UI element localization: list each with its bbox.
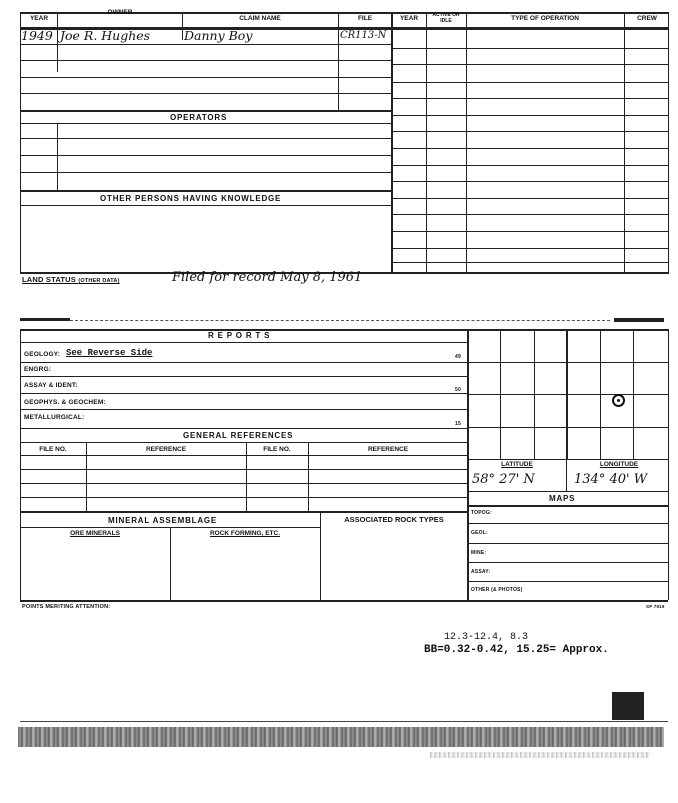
rock-forming-header: ROCK FORMING, ETC. — [209, 530, 281, 537]
latitude-label: LATITUDE — [501, 461, 533, 468]
longitude-label: LONGITUDE — [599, 461, 639, 468]
ref-col-file-no-2: FILE NO. — [263, 446, 291, 453]
header-file: FILE — [357, 15, 373, 22]
annotation-top: 12.3-12.4, 8.3 — [444, 632, 529, 643]
reports-title: R E P O R T S — [208, 331, 271, 340]
ore-minerals-header: ORE MINERALS — [70, 530, 120, 537]
land-status-value: Filed for record May 8, 1961 — [172, 270, 363, 285]
land-status-label: LAND STATUS — [22, 275, 77, 284]
report-row-label: ASSAY & IDENT: — [24, 382, 78, 389]
ref-col-reference-2: REFERENCE — [367, 446, 409, 453]
report-row-label: GEOLOGY: — [24, 351, 61, 358]
maps-title: MAPS — [549, 494, 576, 503]
map-row-label: TOPOG: — [471, 510, 492, 516]
header-year: YEAR — [29, 15, 49, 22]
longitude-value: 134° 40' W — [574, 472, 648, 487]
land-status-sublabel: (OTHER DATA) — [78, 278, 120, 284]
points-meriting-label: POINTS MERITING ATTENTION: — [22, 604, 111, 610]
header-year-2: YEAR — [399, 15, 419, 22]
ref-col-reference: REFERENCE — [145, 446, 187, 453]
map-row-label: GEOL: — [471, 530, 488, 536]
separator-bar-end — [614, 318, 664, 322]
separator-bar — [20, 318, 70, 321]
ref-col-file-no: FILE NO. — [39, 446, 67, 453]
header-claim-name: CLAIM NAME — [239, 15, 281, 22]
report-row-num: 49 — [455, 354, 461, 360]
mineral-assemblage-title: MINERAL ASSEMBLAGE — [108, 516, 218, 525]
other-persons-heading: OTHER PERSONS HAVING KNOWLEDGE — [100, 194, 282, 203]
report-row-num: 50 — [455, 387, 461, 393]
entry-file: CR113-N — [340, 30, 387, 41]
report-geology-value: See Reverse Side — [66, 348, 153, 358]
operators-heading: OPERATORS — [170, 113, 228, 122]
map-row-label: MINE: — [471, 550, 487, 556]
latitude-value: 58° 27' N — [472, 472, 535, 487]
header-active-idle: ACTIVE OR IDLE — [432, 12, 460, 24]
entry-owner: Joe R. Hughes — [60, 28, 151, 43]
form-code: SP 7919 — [646, 604, 665, 609]
header-crew: CREW — [637, 15, 657, 22]
header-type-of-operation: TYPE OF OPERATION — [511, 15, 579, 22]
entry-year: 1949 — [21, 28, 53, 43]
scan-noise-band — [18, 727, 664, 747]
general-references-title: GENERAL REFERENCES — [183, 431, 294, 440]
claim-location-marker-icon — [612, 394, 625, 407]
map-row-label: ASSAY: — [471, 569, 491, 575]
header-owner: OWNER — [107, 9, 133, 16]
scan-noise-dots — [430, 752, 650, 758]
map-row-label: OTHER (& PHOTOS) — [471, 587, 523, 593]
report-row-label: METALLURGICAL: — [24, 414, 85, 421]
report-row-label: ENGRG: — [24, 366, 52, 373]
annotation-main: BB=0.32-0.42, 15.25= Approx. — [424, 644, 609, 656]
associated-rock-types: ASSOCIATED ROCK TYPES — [344, 515, 444, 524]
report-row-label: GEOPHYS. & GEOCHEM: — [24, 399, 106, 406]
entry-claim-name: Danny Boy — [184, 28, 253, 43]
report-row-num: 15 — [455, 421, 461, 427]
scan-artifact-block — [612, 692, 644, 720]
